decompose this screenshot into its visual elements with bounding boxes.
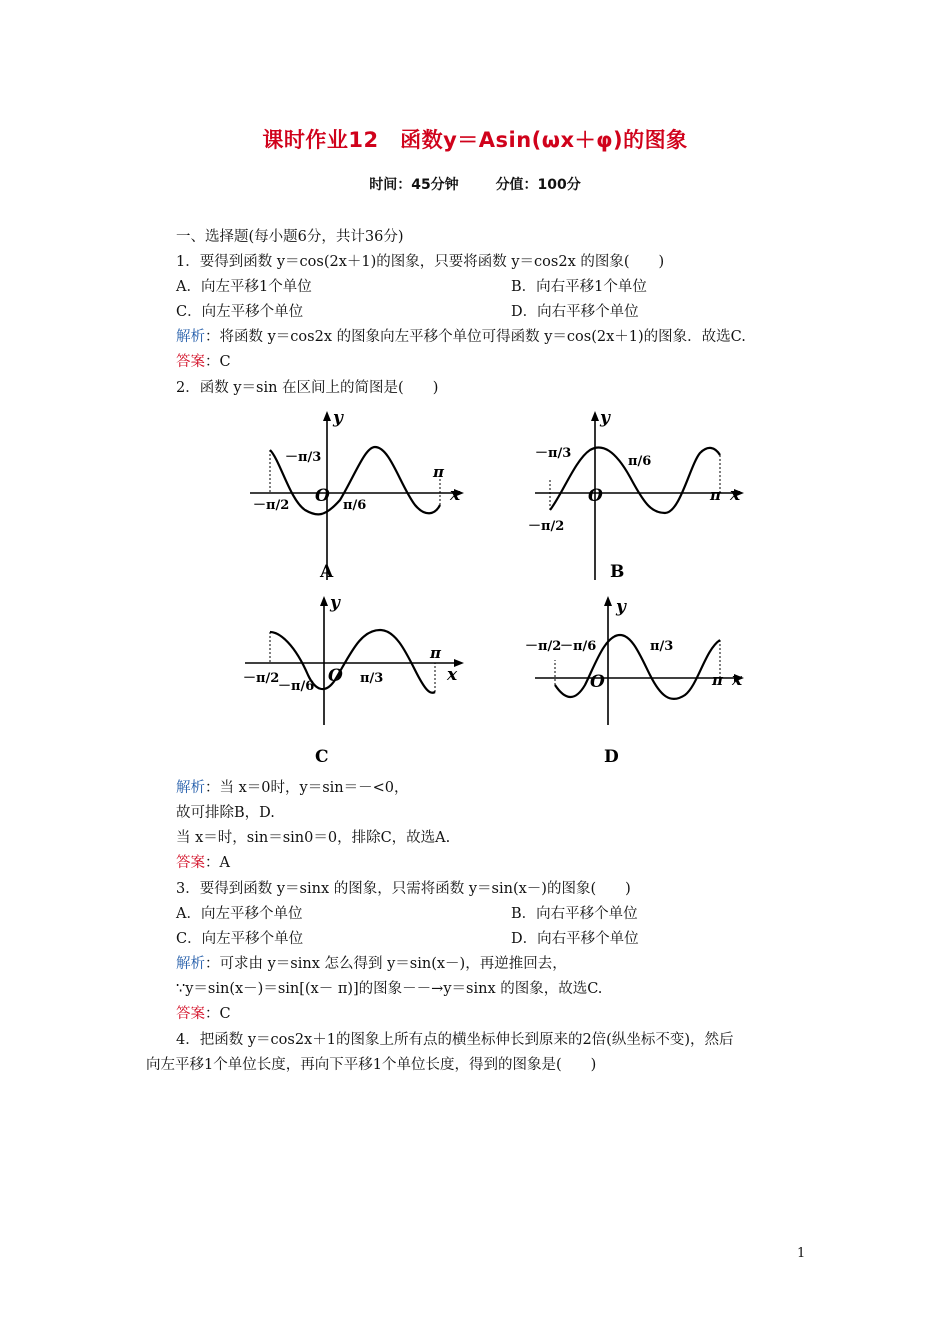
q2-answer (176, 853, 230, 873)
mark-neg-pi-2: －π/2 (253, 498, 290, 513)
q2-explanation-3: 当 x＝时，sin＝sin0＝0，排除C，故选A. (176, 830, 451, 846)
mark-pi-6: π/6 (628, 454, 652, 469)
explanation-text: ：可求由 y＝sinx 怎么得到 y＝sin(x－)，再逆推回去， (205, 956, 567, 972)
explanation-text: ：将函数 y＝cos2x 的图象向左平移个单位可得函数 y＝cos(2x＋1)的图象．故选C. (205, 329, 746, 345)
graph-a-caption: A (320, 562, 334, 582)
q2-stem: 2．函数 y＝sin 在区间上的简图是( ) (176, 380, 439, 396)
mark-pi-3: π/3 (650, 639, 674, 654)
q1-option-b: B．向右平移1个单位 (511, 279, 647, 295)
graph-b (520, 405, 750, 585)
q4-stem-line-2: 向左平移1个单位长度，再向下平移1个单位长度，得到的图象是( ) (146, 1057, 597, 1073)
origin-label: O (588, 486, 603, 506)
mark-neg-pi-6: －π/6 (278, 679, 315, 694)
exam-meta (0, 174, 950, 194)
mark-neg-pi-3: －π/3 (535, 446, 572, 461)
answer-label: 答案 (176, 855, 205, 871)
q4-stem-line-1: 4．把函数 y＝cos2x＋1的图象上所有点的横坐标伸长到原来的2倍(纵坐标不变)，然后 (176, 1032, 734, 1048)
graph-c-caption: C (315, 747, 329, 767)
y-axis-label: y (600, 408, 610, 428)
q1-option-a: A．向左平移1个单位 (176, 279, 312, 295)
q2-explanation-2: 故可排除B，D. (176, 805, 275, 821)
graph-c (240, 590, 470, 770)
q3-option-b: B．向右平移个单位 (511, 906, 638, 922)
x-axis-label: x (730, 485, 741, 505)
q1-answer (176, 352, 231, 372)
page-title: 课时作业12 函数y＝Asin(ωx＋φ)的图象 (262, 128, 688, 152)
x-axis-label: x (447, 665, 458, 685)
mark-neg-pi-2: －π/2 (243, 671, 280, 686)
q3-explanation-2: ∵y＝sin(x－)＝sin[(x－ π)]的图象－－→y＝sinx 的图象，故选C. (176, 981, 603, 997)
q1-stem: 1．要得到函数 y＝cos(2x＋1)的图象，只要将函数 y＝cos2x 的图象( ) (176, 254, 665, 270)
y-axis-label: y (330, 593, 340, 613)
origin-label: O (590, 672, 605, 692)
graph-d (520, 590, 750, 770)
q1-explanation (176, 327, 746, 347)
mark-neg-pi-3: －π/3 (285, 450, 322, 465)
answer-text: ：C (205, 354, 231, 370)
q3-stem: 3．要得到函数 y＝sinx 的图象，只需将函数 y＝sin(x－)的图象( ) (176, 881, 631, 897)
section-heading: 一、选择题(每小题6分，共计36分) (176, 229, 404, 245)
full-score: 分值：100分 (495, 177, 581, 193)
y-axis-label: y (333, 408, 343, 428)
x-axis-label: x (732, 670, 743, 690)
q3-explanation-1 (176, 954, 567, 974)
y-axis-label: y (616, 597, 626, 617)
mark-neg-pi-2: －π/2 (528, 519, 565, 534)
pi-mark: π (712, 671, 723, 689)
answer-label: 答案 (176, 354, 205, 370)
pi-mark: π (433, 463, 444, 481)
answer-text: ：C (205, 1006, 231, 1022)
origin-label: O (315, 486, 330, 506)
q3-answer (176, 1004, 231, 1024)
graph-a (245, 405, 475, 585)
x-axis-label: x (450, 485, 461, 505)
explanation-label: 解析 (176, 780, 205, 796)
pi-mark: π (430, 644, 441, 662)
explanation-label: 解析 (176, 956, 205, 972)
answer-text: ：A (205, 855, 230, 871)
mark-neg-pi-2: －π/2 (525, 639, 562, 654)
answer-label: 答案 (176, 1006, 205, 1022)
q2-explanation-1 (176, 778, 409, 798)
graph-d-caption: D (604, 747, 619, 767)
graph-b-caption: B (610, 562, 625, 582)
q1-option-d: D．向右平移个单位 (511, 304, 639, 320)
q3-option-c: C．向左平移个单位 (176, 931, 304, 947)
mark-pi-6: π/6 (343, 498, 367, 513)
mark-pi-3: π/3 (360, 671, 384, 686)
explanation-label: 解析 (176, 329, 205, 345)
q1-option-c: C．向左平移个单位 (176, 304, 304, 320)
q3-option-a: A．向左平移个单位 (176, 906, 303, 922)
explanation-text: ：当 x＝0时，y＝sin＝－<0， (205, 780, 409, 796)
q3-option-d: D．向右平移个单位 (511, 931, 639, 947)
pi-mark: π (710, 486, 721, 504)
page-number: 1 (797, 1246, 806, 1261)
mark-neg-pi-6: －π/6 (560, 639, 597, 654)
time-limit: 时间：45分钟 (369, 177, 459, 193)
origin-label: O (328, 666, 343, 686)
